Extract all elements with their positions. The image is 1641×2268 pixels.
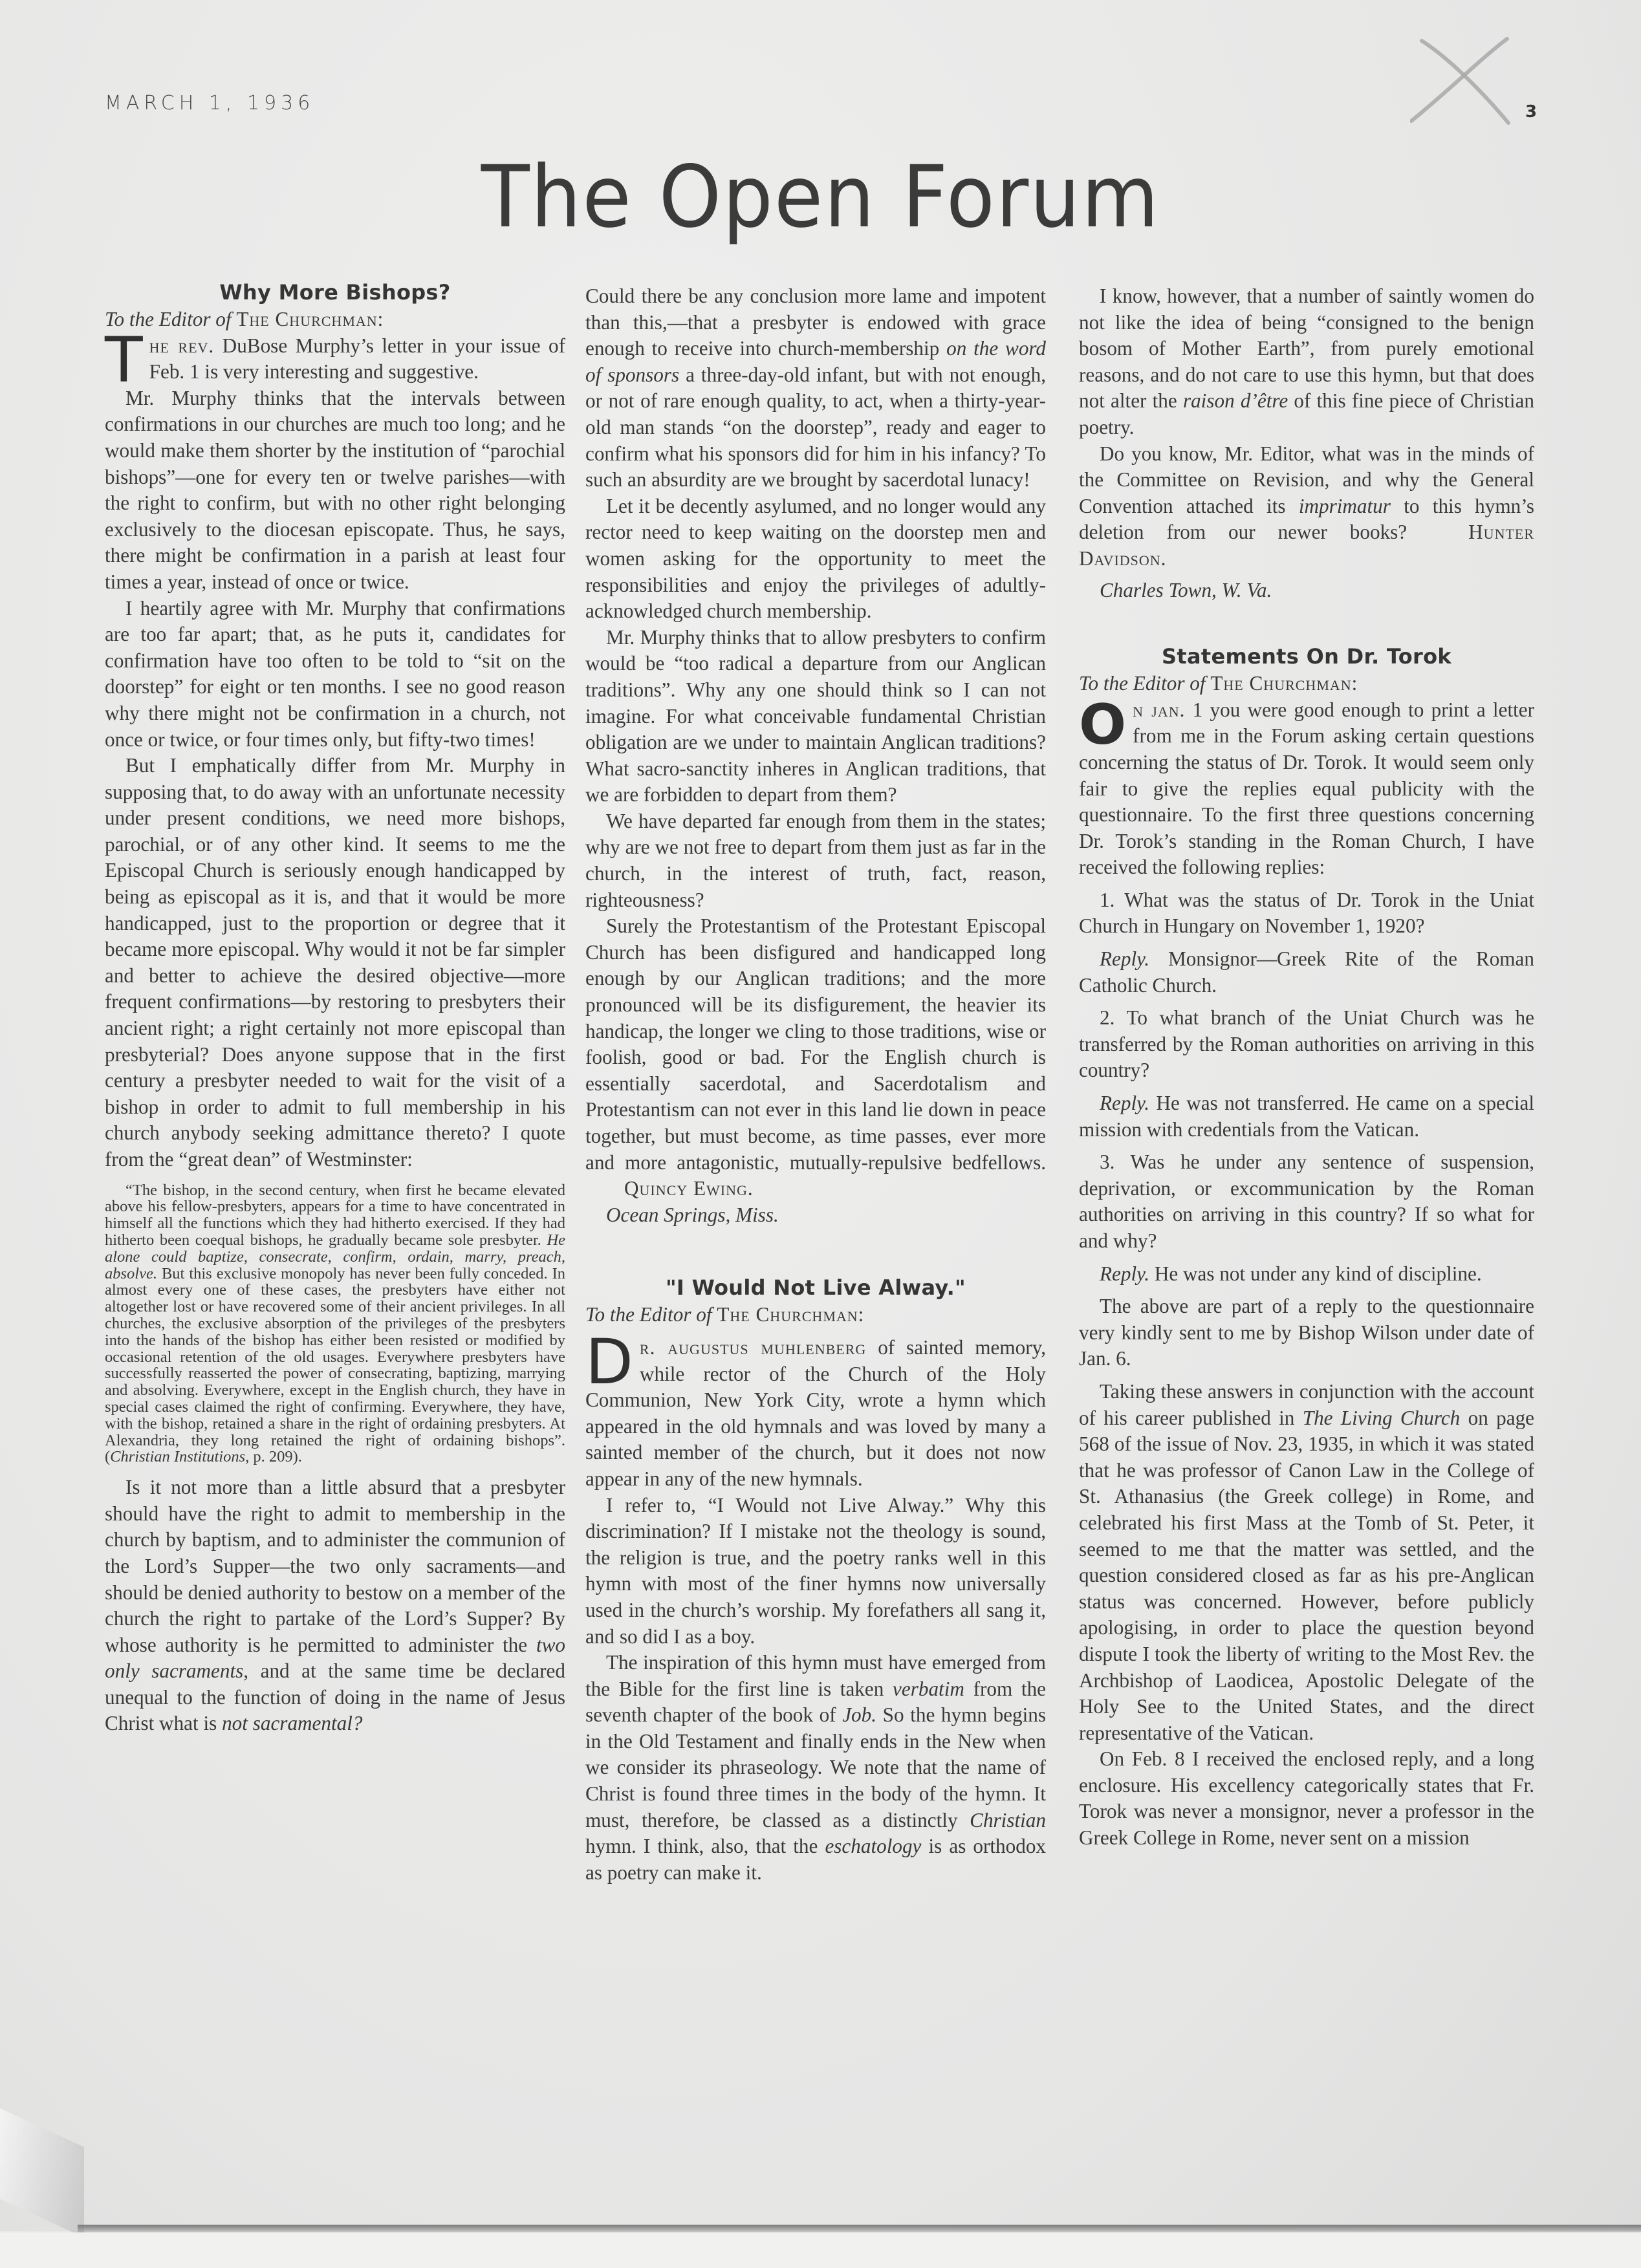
letter-paragraph: The rev. DuBose Murphy’s letter in your issue of Feb. 1 is very interesting and suggestive. <box>105 323 565 396</box>
reply: Reply. Monsignor—Greek Rite of the Roman Catholic Church. <box>1079 947 1534 997</box>
letter-paragraph: Do you know, Mr. Editor, what was in the minds of the Committee on Revision, and why the General Convention attached its imprimatur to this hymn’s deletion from our newer books? Hunter Davidson. <box>1079 442 1535 570</box>
question: 3. Was he under any sentence of suspension, deprivation, or excommunication by the Roman authorities on arriving in this country? If so what for and why? <box>1079 1150 1534 1252</box>
reply: Reply. He was not transferred. He came on a special mission with credentials from the Vatican. <box>1079 1092 1534 1141</box>
reply: Reply. He was not under any kind of discipline. <box>1100 1262 1482 1285</box>
letter-paragraph: I refer to, “I Would not Live Alway.” Why this discrimination? If I mistake not the theology is sound, the religion is true, and the poetry ranks well in this hymn with most of the finer hymns now universally used in the church’s worship. My forefathers all sang it, and so did I as a boy. <box>585 1493 1046 1648</box>
column-1 <box>105 278 565 1737</box>
letter-paragraph: Mr. Murphy thinks that to allow presbyters to confirm would be “too radical a departure from our Anglican traditions”. Why any one should think so I can not imagine. For what conceivable fundamental Christian obligation are we under to maintain Anglican traditions? What sacro-sanctity inheres in Anglican traditions, that we are forbidden to depart from them? <box>585 625 1046 806</box>
drop-cap: T <box>105 323 143 396</box>
background-surface <box>0 2232 1641 2268</box>
pencil-x-mark-icon <box>1410 32 1520 129</box>
letter-paragraph: We have departed far enough from them in the states; why are we not free to depart from them just as far in the church, in the interest of truth, fact, reason, righteousness? <box>585 809 1046 911</box>
letter-paragraph-continued: Could there be any conclusion more lame and impotent than this,—that a presbyter is endowed with grace enough to receive into church-membership on the word of sponsors a three-day-old infant, but with not enough, or not of rare enough quality, to act, when a thirty-year-old man stands “on the doorstep”, ready and eager to confirm what his sponsors did for him in his infancy? To such an absurdity are we brought by sacerdotal lunacy! <box>585 285 1047 491</box>
letter-paragraph: On Feb. 8 I received the enclosed reply, and a long enclosure. His excellency categorically states that Fr. Torok was never a monsignor, never a professor in the Greek College in Rome, never sent on a mission <box>1079 1747 1534 1850</box>
letter-heading: "I Would Not Live Alway." <box>665 1275 966 1301</box>
issue-date: MARCH 1, 1936 <box>105 92 315 114</box>
letter-paragraph: The above are part of a reply to the questionnaire very kindly sent to me by Bishop Wilson under date of Jan. 6. <box>1079 1295 1534 1370</box>
page-title: The Open Forum <box>481 147 1160 247</box>
question: 2. To what branch of the Uniat Church was he transferred by the Roman authorities on arriving in this country? <box>1079 1006 1534 1082</box>
salutation: To the Editor of The Churchman: <box>585 1303 865 1326</box>
letter-paragraph: Mr. Murphy thinks that the intervals between confirmations in our churches are much too long; and he would make them shorter by the institution of “parochial bishops”—one for every ten or twelve parishes—with the right to confirm, but with no other right belonging exclusively to the diocesan episcopate. Thus, he says, there might be confirmation in a parish at least four times a year, instead of once or twice. <box>105 386 565 593</box>
letter-paragraph: The inspiration of this hymn must have emerged from the Bible for the first line is taken verbatim from the seventh chapter of the book of Job. So the hymn begins in the Old Testament and finally ends in the New when we consider its phraseology. We note that the name of Christ is found three times in the body of the hymn. It must, therefore, be classed as a distinctly Christian hymn. I think, also, that the eschatology is as orthodox as poetry can make it. <box>585 1651 1047 1884</box>
letter-paragraph: Let it be decently asylumed, and no longer would any rector need to keep waiting on the doorstep men and women asking for the opportunity to meet the responsibilities and enjoy the privileges of adultly-acknowledged church membership. <box>585 494 1046 623</box>
block-quote: “The bishop, in the second century, when first he became elevated above his fellow-presbyters, appears for a time to have concentrated in himself all the functions which they had hitherto exercised. If they had hitherto been coequal bishops, he gradually became sole presbyter. He alone could baptize, consecrate, confirm, ordain, marry, preach, absolve. But this exclusive monopoly has never been fully conceded. In almost every one of these cases, the presbyters have either not altogether lost or have recovered some of their ancient privileges. In all churches, the exclusive absorption of the privileges of the presbyters into the hands of the bishop has either been resisted or modified by occasional retention of the old usages. Everywhere presbyters have successfully reasserted the power of consecrating, baptizing, marrying and absolving. Everywhere, except in the English church, they have in special cases claimed the right of confirming. Everywhere, they have, with the bishop, retained a share in the right of ordaining presbyters. At Alexandria, they long retained the right of ordaining bishops”. (Christian Institutions, p. 209). <box>105 1181 566 1466</box>
signature: Hunter Davidson. <box>1079 521 1535 570</box>
page-number: 3 <box>1525 102 1538 122</box>
question: 1. What was the status of Dr. Torok in the Uniat Church in Hungary on November 1, 1920? <box>1079 888 1534 938</box>
letter-paragraph: I know, however, that a number of saintly women do not like the idea of being “consigned to the benign bosom of Mother Earth”, from purely emotional reasons, and do not care to use this hymn, but that does not alter the raison d’être of this fine piece of Christian poetry. <box>1079 285 1535 438</box>
salutation: To the Editor of The Churchman: <box>1079 672 1358 695</box>
letter-heading: Why More Bishops? <box>219 280 451 305</box>
letter-paragraph: Surely the Protestantism of the Protestant Episcopal Church has been disfigured and handicapped long enough by our Anglican traditions; and the more pronounced will be its disfigurement, the heavier its handicap, the longer we cling to those traditions, wise or foolish, good or bad. For the English church is essentially sacerdotal, and Sacerdotalism and Protestantism can not ever in this land lie down in peace together, but must become, as time passes, ever more and more antagonistic, mutually-repulsive bedfellows. Quincy Ewing. <box>585 914 1046 1200</box>
letter-paragraph: Is it not more than a little absurd that a presbyter should have the right to admit to membership in the church by baptism, and to administer the communion of the Lord’s Supper—the two only sacraments—and should be denied authority to bestow on a member of the church the right to partake of the Lord’s Supper? By whose authority is he permitted to administer the two only sacraments, and at the same time be declared unequal to the function of doing in the name of Jesus Christ what is not sacramental? <box>105 1476 566 1735</box>
letter-paragraph: Taking these answers in conjunction with the account of his career published in The Living Church on page 568 of the issue of Nov. 23, 1935, in which it was stated that he was professor of Canon Law in the College of St. Athanasius (the Greek college) in Rome, and celebrated his first Mass at the Tomb of St. Peter, it seemed to me that the matter was settled, and the question considered closed as far as his pre-Anglican status was concerned. However, before publicly apologising, in order to place the question beyond dispute I took the liberty of writing to the Most Rev. the Archbishop of Laodicea, Apostolic Delegate of the Holy See to the United States, and the direct representative of the Vatican. <box>1079 1379 1535 1744</box>
place: Charles Town, W. Va. <box>1100 578 1272 601</box>
place: Ocean Springs, Miss. <box>606 1203 779 1226</box>
drop-cap: D <box>585 1325 633 1398</box>
salutation: To the Editor of The Churchman: <box>105 308 384 330</box>
letter-heading: Statements On Dr. Torok <box>1162 644 1451 669</box>
letter-paragraph: On jan. 1 you were good enough to print a letter from me in the Forum asking certain questions concerning the status of Dr. Torok. It would seem only fair to give the replies equal publicity with the questionnaire. To the first three questions concerning Dr. Torok’s standing in the Roman Church, I have received the following replies: <box>1079 692 1534 879</box>
letter-paragraph: I heartily agree with Mr. Murphy that confirmations are too far apart; that, as he puts it, candidates for confirmation have too often to be told to “sit on the doorstep” for eight or ten months. I see no good reason why there might not be confirmation in a church, not once or twice, or four times only, but fifty-two times! <box>105 596 565 751</box>
drop-cap: O <box>1079 692 1127 757</box>
letter-paragraph: Dr. augustus muhlenberg of sainted memory, while rector of the Church of the Holy Communion, New York City, wrote a hymn which appeared in the old hymnals and was loved by many a sainted member of the church, but it does not now appear in any of the new hymnals. <box>585 1325 1046 1490</box>
letter-paragraph: But I emphatically differ from Mr. Murphy in supposing that, to do away with an unfortunate necessity under present conditions, we need more bishops, parochial, or of any other kind. It seems to me the Episcopal Church is seriously enough handicapped by being as episcopal as it is, and that it would be more handicapped, just to the proportion or degree that it became more episcopal. Why would it not be far simpler and better to achieve the desired objective—more frequent confirmations—by restoring to presbyters their ancient right; a right certainly not more episcopal than presbyterial? Does anyone suppose that in the first century a presbyter needed to wait for the visit of a bishop in order to admit to full membership in his church anybody seeking admittance thereto? I quote from the “great dean” of Westminster: <box>105 754 565 1171</box>
signature: Quincy Ewing. <box>624 1177 754 1200</box>
column-2 <box>585 283 1046 1886</box>
column-3 <box>1079 283 1534 1852</box>
